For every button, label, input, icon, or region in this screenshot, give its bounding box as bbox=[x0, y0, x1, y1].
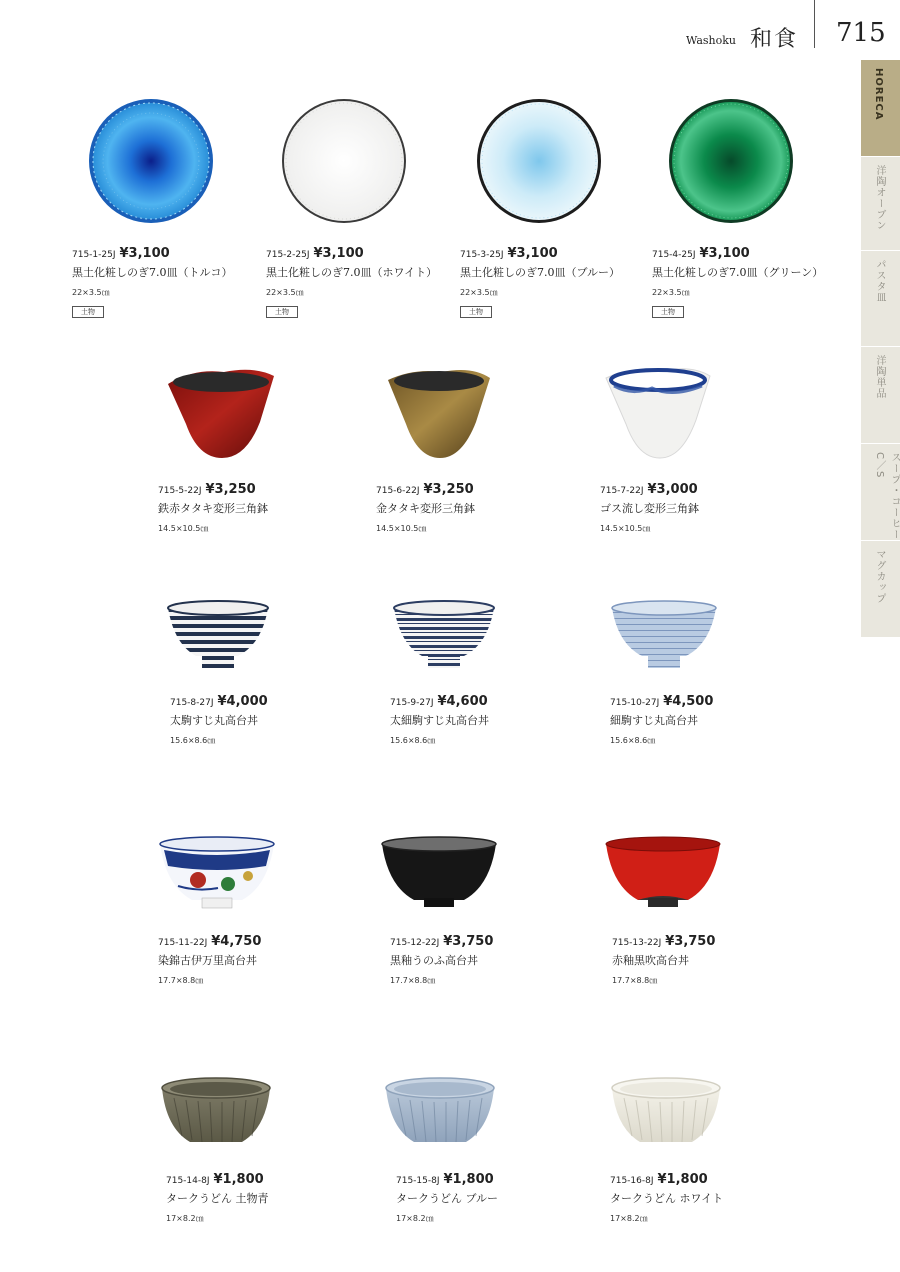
product-name: タークうどん ホワイト bbox=[610, 1192, 724, 1205]
product-code: 715-12-22J bbox=[390, 938, 440, 948]
product-price: ¥3,100 bbox=[313, 246, 364, 261]
header-divider bbox=[814, 0, 815, 48]
product-price: ¥1,800 bbox=[443, 1172, 494, 1187]
bowl-udon-stone-blue-image bbox=[160, 1076, 272, 1152]
tab-label: パスタ皿 bbox=[874, 259, 885, 303]
product-code: 715-9-27J bbox=[390, 698, 434, 708]
tab-label: HORECA bbox=[873, 68, 884, 121]
tab-label: 洋陶オーブン bbox=[874, 165, 885, 231]
product-size: 17×8.2㎝ bbox=[396, 1214, 434, 1223]
tab-pasta-plate[interactable] bbox=[861, 251, 900, 347]
product-price: ¥3,250 bbox=[423, 482, 474, 497]
product-size: 15.6×8.6㎝ bbox=[390, 736, 436, 745]
product-name: 鉄赤タタキ変形三角鉢 bbox=[158, 502, 268, 515]
product-price: ¥3,100 bbox=[507, 246, 558, 261]
section-roman-title: Washoku bbox=[686, 34, 737, 47]
tab-western-oven[interactable] bbox=[861, 157, 900, 251]
material-badge: 土物 bbox=[460, 306, 492, 318]
product-name: 黒土化粧しのぎ7.0皿（トルコ） bbox=[72, 266, 233, 279]
bowl-red-glaze-image bbox=[604, 836, 722, 914]
product-code: 715-15-8J bbox=[396, 1176, 440, 1186]
tab-mug-cup[interactable] bbox=[861, 541, 900, 638]
product-size: 22×3.5㎝ bbox=[460, 288, 498, 297]
product-price: ¥3,100 bbox=[699, 246, 750, 261]
product-price: ¥1,800 bbox=[657, 1172, 708, 1187]
product-name: タークうどん 土物青 bbox=[166, 1192, 269, 1205]
page-header bbox=[0, 0, 900, 60]
product-code: 715-2-25J bbox=[266, 250, 310, 260]
bowl-thin-stripe-image bbox=[610, 600, 718, 672]
material-badge: 土物 bbox=[652, 306, 684, 318]
product-size: 14.5×10.5㎝ bbox=[158, 524, 209, 533]
product-price: ¥3,750 bbox=[665, 934, 716, 949]
product-name: 黒釉うのふ高台丼 bbox=[390, 954, 478, 967]
product-size: 17.7×8.8㎝ bbox=[390, 976, 436, 985]
bowl-mixed-stripe-image bbox=[392, 600, 496, 672]
material-badge: 土物 bbox=[266, 306, 298, 318]
product-name: 細駒すじ丸高台丼 bbox=[610, 714, 698, 727]
product-code: 715-6-22J bbox=[376, 486, 420, 496]
product-size: 22×3.5㎝ bbox=[72, 288, 110, 297]
product-size: 14.5×10.5㎝ bbox=[376, 524, 427, 533]
bowl-imari-image bbox=[158, 836, 276, 914]
product-name: 太駒すじ丸高台丼 bbox=[170, 714, 258, 727]
product-price: ¥3,250 bbox=[205, 482, 256, 497]
bowl-black-glaze-image bbox=[380, 836, 498, 914]
product-size: 17×8.2㎝ bbox=[610, 1214, 648, 1223]
product-name: ゴス流し変形三角鉢 bbox=[600, 502, 699, 515]
product-price: ¥1,800 bbox=[213, 1172, 264, 1187]
product-size: 22×3.5㎝ bbox=[652, 288, 690, 297]
product-name: 染錦古伊万里高台丼 bbox=[158, 954, 257, 967]
product-size: 17×8.2㎝ bbox=[166, 1214, 204, 1223]
bowl-gold-image bbox=[384, 362, 494, 462]
product-code: 715-13-22J bbox=[612, 938, 662, 948]
plate-turquoise-image bbox=[88, 98, 214, 224]
product-name: 太細駒すじ丸高台丼 bbox=[390, 714, 489, 727]
product-code: 715-3-25J bbox=[460, 250, 504, 260]
product-name: 黒土化粧しのぎ7.0皿（ホワイト） bbox=[266, 266, 438, 279]
product-price: ¥3,750 bbox=[443, 934, 494, 949]
product-code: 715-10-27J bbox=[610, 698, 660, 708]
tab-horeca[interactable] bbox=[861, 60, 900, 157]
product-name: 黒土化粧しのぎ7.0皿（ブルー） bbox=[460, 266, 621, 279]
bowl-gosu-image bbox=[602, 362, 714, 462]
product-code: 715-16-8J bbox=[610, 1176, 654, 1186]
product-size: 15.6×8.6㎝ bbox=[610, 736, 656, 745]
bowl-udon-white-image bbox=[610, 1076, 722, 1152]
tab-label: スープ・コーヒーC／S bbox=[874, 452, 900, 540]
product-name: タークうどん ブルー bbox=[396, 1192, 499, 1205]
product-name: 金タタキ変形三角鉢 bbox=[376, 502, 475, 515]
product-size: 14.5×10.5㎝ bbox=[600, 524, 651, 533]
product-code: 715-11-22J bbox=[158, 938, 208, 948]
tab-label: マグカップ bbox=[874, 549, 885, 604]
product-code: 715-4-25J bbox=[652, 250, 696, 260]
product-price: ¥3,100 bbox=[119, 246, 170, 261]
product-name: 黒土化粧しのぎ7.0皿（グリーン） bbox=[652, 266, 824, 279]
section-title: 和食 bbox=[750, 27, 799, 52]
product-price: ¥3,000 bbox=[647, 482, 698, 497]
product-size: 15.6×8.6㎝ bbox=[170, 736, 216, 745]
product-code: 715-5-22J bbox=[158, 486, 202, 496]
product-price: ¥4,000 bbox=[217, 694, 268, 709]
product-code: 715-7-22J bbox=[600, 486, 644, 496]
tab-label: 洋陶単品 bbox=[874, 355, 885, 399]
product-code: 715-14-8J bbox=[166, 1176, 210, 1186]
plate-white-image bbox=[281, 98, 407, 224]
product-size: 22×3.5㎝ bbox=[266, 288, 304, 297]
tab-soup-coffee[interactable] bbox=[861, 444, 900, 541]
product-price: ¥4,750 bbox=[211, 934, 262, 949]
page-number: 715 bbox=[836, 18, 886, 48]
tab-western-single[interactable] bbox=[861, 347, 900, 444]
product-price: ¥4,500 bbox=[663, 694, 714, 709]
plate-green-image bbox=[668, 98, 794, 224]
bowl-iron-red-image bbox=[164, 362, 278, 462]
bowl-udon-blue-image bbox=[384, 1076, 496, 1152]
material-badge: 土物 bbox=[72, 306, 104, 318]
product-code: 715-1-25J bbox=[72, 250, 116, 260]
product-size: 17.7×8.8㎝ bbox=[612, 976, 658, 985]
plate-blue-image bbox=[476, 98, 602, 224]
product-size: 17.7×8.8㎝ bbox=[158, 976, 204, 985]
product-code: 715-8-27J bbox=[170, 698, 214, 708]
bowl-thick-stripe-image bbox=[166, 600, 270, 672]
product-price: ¥4,600 bbox=[437, 694, 488, 709]
product-name: 赤釉黒吹高台丼 bbox=[612, 954, 689, 967]
